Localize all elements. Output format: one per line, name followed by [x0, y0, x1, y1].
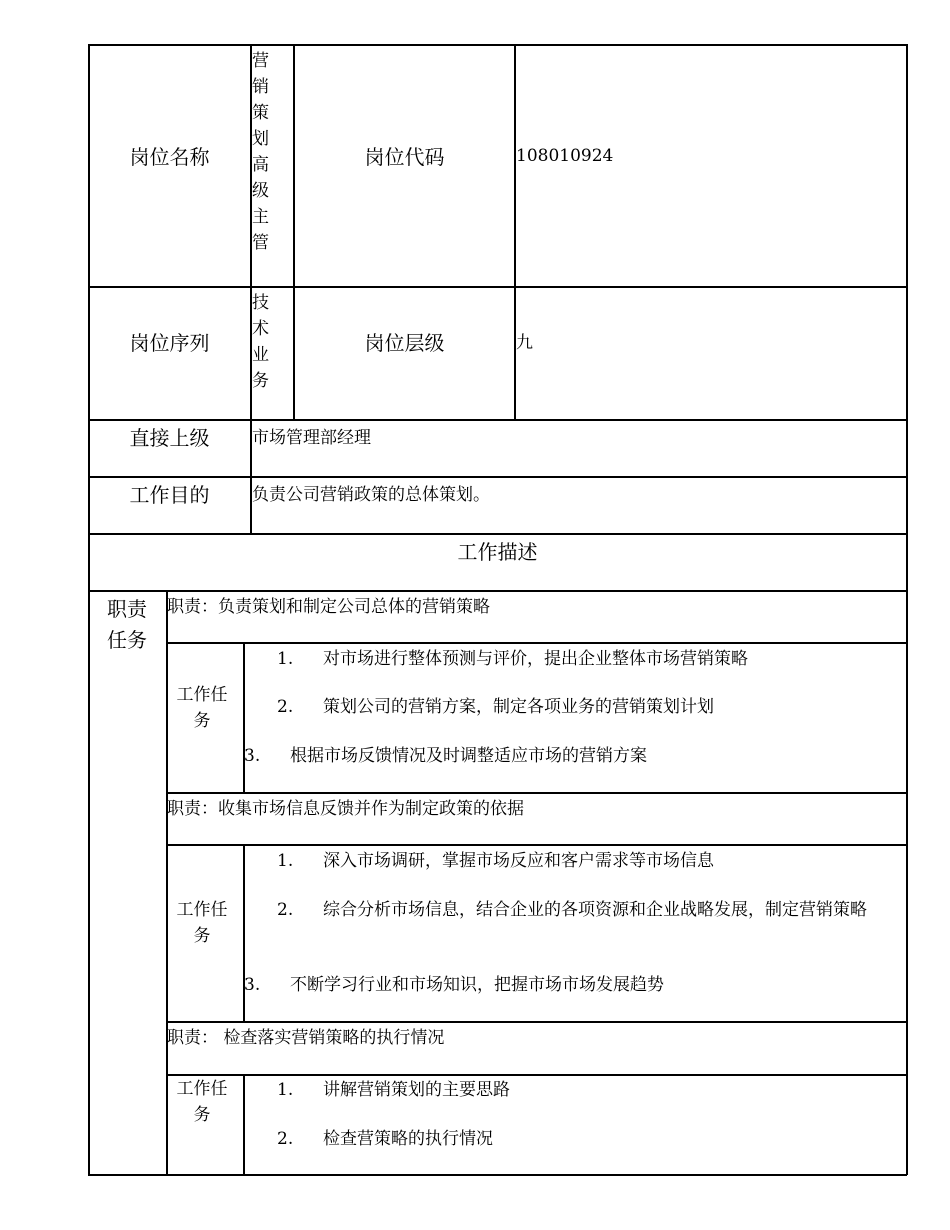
- purpose-label: 工作目的: [129, 483, 210, 507]
- position-code-label: 岗位代码: [364, 145, 445, 169]
- position-code-value: 108010924: [516, 146, 614, 166]
- task-text: 对市场进行整体预测与评价，提出企业整体市场营销策略: [323, 649, 748, 669]
- task-number: 3.: [244, 746, 261, 766]
- position-name-value: 营销策划高级主管: [252, 51, 269, 253]
- task-number: 1.: [277, 1080, 294, 1100]
- duty-title: 职责：收集市场信息反馈并作为制定政策的依据: [167, 799, 524, 819]
- duties-label-line1: 职责: [107, 597, 147, 621]
- task-number: 2.: [277, 697, 294, 717]
- task-label: 工作任务: [176, 685, 228, 731]
- task-label: 工作任务: [176, 1079, 228, 1125]
- task-item: [244, 744, 647, 768]
- task-item: [277, 695, 714, 719]
- position-level-value: 九: [516, 333, 533, 353]
- task-item: [244, 973, 664, 997]
- task-text: 深入市场调研，掌握市场反应和客户需求等市场信息: [323, 851, 714, 871]
- supervisor-value: 市场管理部经理: [252, 428, 371, 448]
- task-text: 综合分析市场信息，结合企业的各项资源和企业战略发展，制定营销策略: [323, 900, 867, 920]
- task-number: 2.: [277, 900, 294, 920]
- task-text: 策划公司的营销方案，制定各项业务的营销策划计划: [323, 697, 714, 717]
- task-number: 3.: [244, 975, 261, 995]
- task-number: 1.: [277, 649, 294, 669]
- duties-label-line2: 任务: [107, 628, 147, 652]
- description-title: 工作描述: [457, 540, 538, 564]
- duty-title: 职责：负责策划和制定公司总体的营销策略: [167, 597, 490, 617]
- task-label: 工作任务: [176, 900, 228, 946]
- duty-title: 职责： 检查落实营销策略的执行情况: [167, 1028, 445, 1048]
- task-text: 讲解营销策划的主要思路: [323, 1080, 510, 1100]
- task-text: 不断学习行业和市场知识，把握市场市场发展趋势: [290, 975, 664, 995]
- purpose-value: 负责公司营销政策的总体策划。: [252, 485, 490, 505]
- duties-tasks-label: [88, 594, 166, 656]
- supervisor-label: 直接上级: [129, 426, 210, 450]
- task-item: [277, 898, 887, 922]
- position-level-label: 岗位层级: [364, 331, 445, 355]
- task-number: 1.: [277, 851, 294, 871]
- position-name-label: 岗位名称: [129, 145, 210, 169]
- task-text: 根据市场反馈情况及时调整适应市场的营销方案: [290, 746, 647, 766]
- position-series-value: 技术业务: [252, 293, 269, 391]
- task-number: 2.: [277, 1129, 294, 1149]
- task-text: 检查营策略的执行情况: [323, 1129, 493, 1149]
- task-item: [277, 849, 714, 873]
- task-item: [277, 1127, 493, 1151]
- position-series-label: 岗位序列: [129, 331, 210, 355]
- task-item: [277, 1078, 510, 1102]
- task-item: [277, 647, 748, 671]
